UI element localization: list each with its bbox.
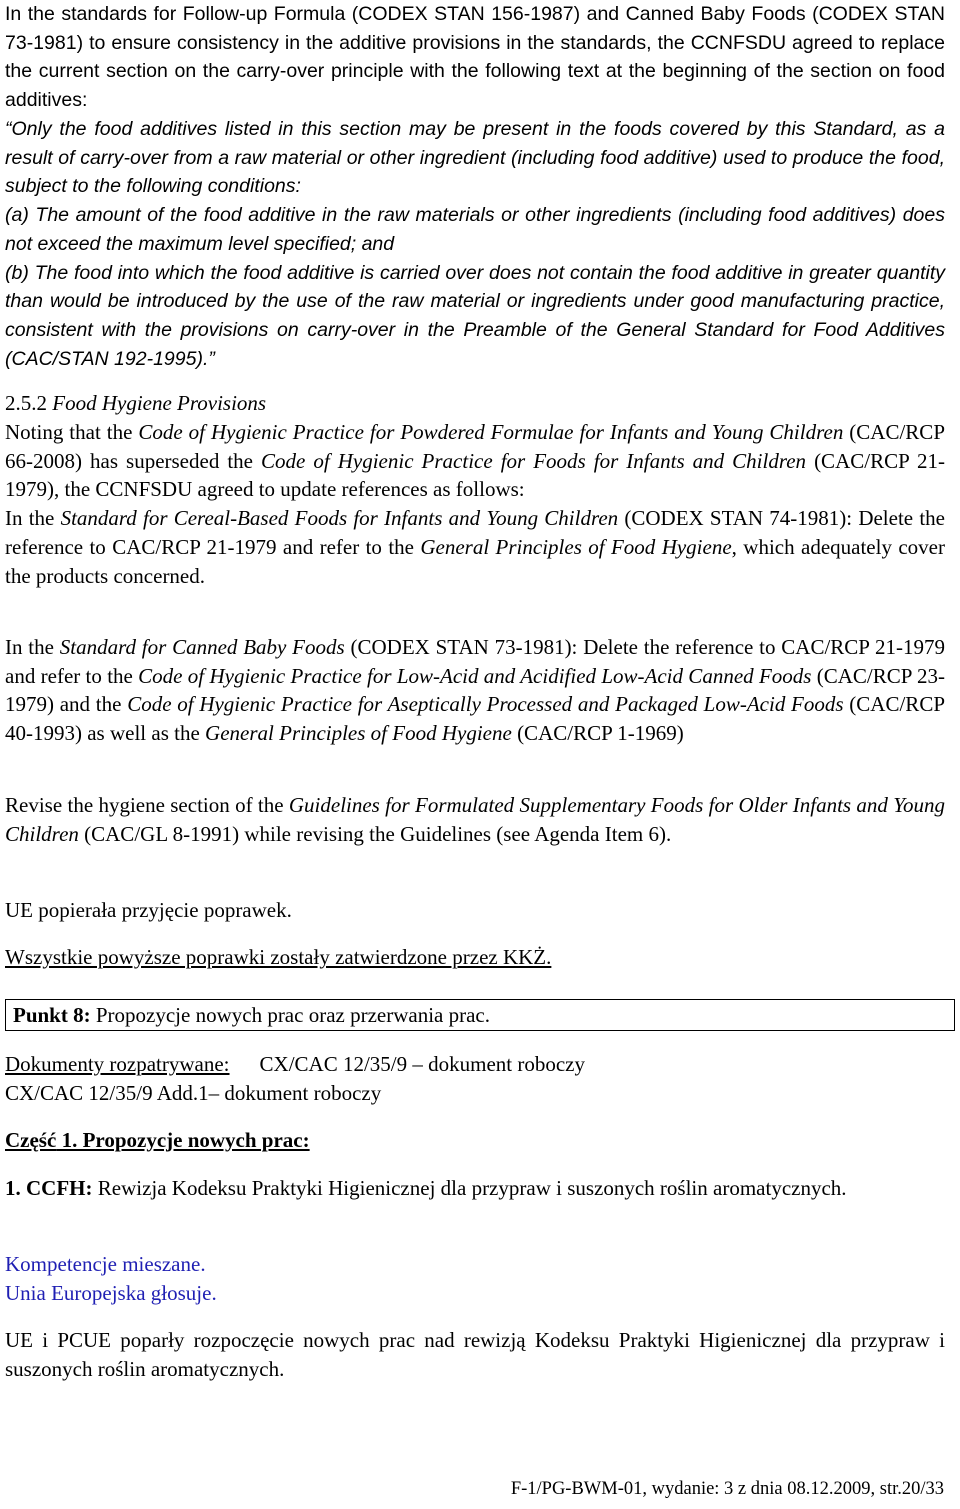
text-run: Standard for Cereal-Based Foods for Infants and Young Children [60,506,619,531]
text-run: (CAC/GL 8-1991) while revising the Guidelines (see Agenda Item 6). [78,821,672,846]
conclusion-text: UE i PCUE poparły rozpoczęcie nowych prac nad rewizją Kodeksu Praktyki Higienicznej dla przypraw i suszonych roślin aromatycznych. [5,1328,945,1381]
text-run: (CAC/RCP 40-1993) as well as the [5,692,945,746]
text-run: Code of Hygienic Practice for Powdered Formulae for Infants and Young Children [138,420,844,444]
text-run: Code of Hygienic Practice for Foods for Infants and Children [261,448,807,473]
intro-paragraph: In the standards for Follow-up Formula (CODEX STAN 156-1987) and Canned Baby Foods (CODEX STAN 73-1981) to ensure consistency in the additive provisions in the standards, the CCNFSDU agreed to replace the current section on the carry-over principle with the following text at the beginning of the section on food additives: [5,3,945,112]
heading-title: Food Hygiene Provisions [52,391,267,415]
document-2: CX/CAC 12/35/9 Add.1– dokument roboczy [5,1081,382,1105]
item-1-text: Rewizja Kodeksu Praktyki Higienicznej dla przypraw i suszonych roślin aromatycznych. [92,1176,847,1200]
text-run: Noting that the [5,420,139,444]
text-run: General Principles of Food Hygiene [420,534,732,559]
punkt-text: Propozycje nowych prac oraz przerwania prac. [90,1003,490,1027]
quote-main: “Only the food additives listed in this section may be present in the foods covered by this Standard, as a result of carry-over from a raw material or other ingredient (including food additive) used to produce the food, subject to the following conditions: [5,118,945,198]
hygiene-block [5,418,945,590]
hygiene-paragraph-4 [5,791,945,848]
text-run: Standard for Canned Baby Foods [59,635,345,659]
eu-votes-text: Unia Europejska głosuje. [5,1281,217,1305]
text-run: (CAC/RCP 1-1969) [511,721,684,746]
hygiene-paragraph-3 [5,633,945,748]
text-run: , which adequately cover the products concerned. [5,534,945,588]
punkt-8-box [5,999,955,1031]
text-run: Revise the hygiene section of the [5,793,289,817]
part-1-heading: Część 1. Propozycje nowych prac: [5,1128,310,1152]
approval-text: Wszystkie powyższe poprawki zostały zatwierdzone przez KKŻ. [5,945,552,969]
ue-support-text: UE popierała przyjęcie poprawek. [5,898,292,922]
item-1 [5,1174,945,1203]
carry-over-quote [5,115,945,373]
page-footer: F-1/PG-BWM-01, wydanie: 3 z dnia 08.12.2009, str.20/33 [510,1479,944,1499]
hygiene-paragraph-1 [5,418,945,504]
text-run: (CODEX STAN 74-1981): Delete the reference to CAC/RCP 21-1979 and refer to the [5,506,945,559]
hygiene-heading [5,389,945,418]
text-run: In the [5,506,61,531]
document-1: CX/CAC 12/35/9 – dokument roboczy [259,1052,585,1076]
text-run: (CAC/RCP 21-1979), the CCNFSDU agreed to update references as follows: [5,448,946,502]
condition-a: (a) The amount of the food additive in the raw materials or other ingredients (including food additives) does not exceed the maximum level specified; and [5,204,945,255]
hygiene-paragraph-2 [5,504,945,590]
text-run: General Principles of Food Hygiene [205,721,512,746]
text-run: Guidelines for Formulated Supplementary Foods for Older Infants and Young Children [5,793,946,846]
documents-label: Dokumenty rozpatrywane: [5,1052,230,1076]
condition-b: (b) The food into which the food additive is carried over does not contain the food additive in greater quantity than would be introduced by the use of the raw material or ingredients under good manufacturing practice, consistent with the provisions on carry-over in the Preamble of the General Standard for Food Additives (CAC/STAN 192-1995).” [5,261,945,370]
text-run: (CAC/RCP 66-2008) has superseded the [5,420,945,473]
text-run: (CAC/RCP 23-1979) and the [5,663,945,717]
heading-number: 2.5.2 [5,391,47,415]
competence-text: Kompetencje mieszane. [5,1252,206,1276]
text-run: Code of Hygienic Practice for Aseptically Processed and Packaged Low-Acid Foods [127,692,844,717]
item-1-label: 1. CCFH: [5,1176,93,1200]
documents-line-1 [5,1050,945,1079]
text-run: (CODEX STAN 73-1981): Delete the reference to CAC/RCP 21-1979 and refer to the [5,635,945,688]
text-run: In the [5,635,60,659]
text-run: Code of Hygienic Practice for Low-Acid and Acidified Low-Acid Canned Foods [138,663,812,688]
punkt-label: Punkt 8: [13,1003,91,1027]
